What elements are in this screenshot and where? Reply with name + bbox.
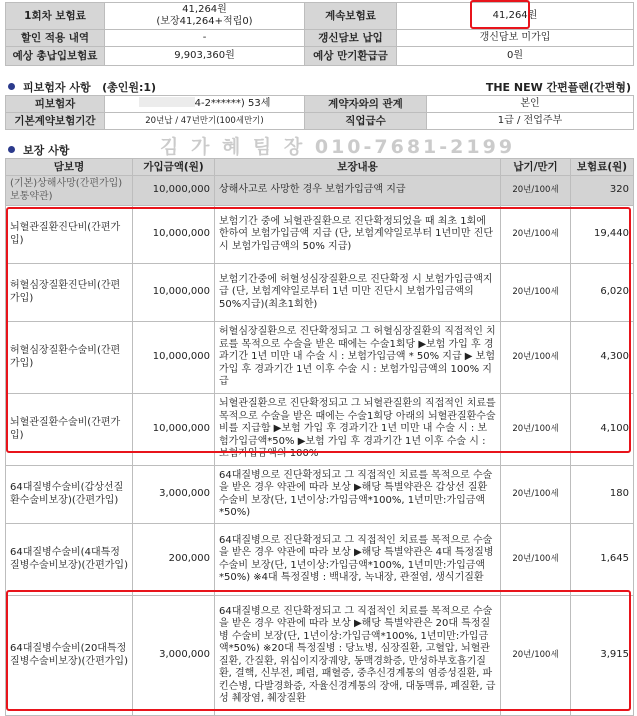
coverage-name: 64대질병수술비(갑상선질환수술비보장)(간편가입): [6, 466, 133, 524]
coverage-term: 20년/100세: [501, 466, 571, 524]
coverage-premium: 4,300: [571, 322, 634, 394]
summary-row-discount: [6, 30, 634, 47]
renewal-coverage-value: 갱신담보 미가입: [397, 30, 634, 47]
coverage-name: 64대질병수술비(20대특정질병수술비보장)(간편가입): [6, 596, 133, 716]
summary-row-total: [6, 47, 634, 66]
table-row: [6, 524, 634, 596]
coverage-name: 허혈심장질환수술비(간편가입): [6, 322, 133, 394]
discount-label: 할인 적용 내역: [6, 30, 105, 47]
coverage-term: 20년/100세: [501, 264, 571, 322]
total-premium-label: 예상 총납입보험료: [6, 47, 105, 66]
insured-row-person: [6, 96, 634, 113]
col-header-term: 납기/만기: [501, 159, 571, 176]
first-premium-value: [105, 3, 305, 30]
renewal-coverage-label: 갱신담보 납입: [305, 30, 397, 47]
coverage-term: 20년/100세: [501, 394, 571, 466]
insured-id: 4-2******): [194, 98, 245, 110]
coverage-term: 20년/100세: [501, 524, 571, 596]
coverage-premium: 6,020: [571, 264, 634, 322]
watermark: 김 가 혜 팀 장 010-7681-2199: [160, 136, 516, 158]
coverage-desc: 뇌혈관질환으로 진단확정되고 그 뇌혈관질환의 직접적인 치료를 목적으로 수술을 받은 때에는 수술1회당 아래의 뇌혈관질환수술비를 지급함 ▶보험 가입 후 경과기간 1년 미만 내 수술 시 : 보험가입금액*50% ▶보험 가입 후 경과기간 1년 이후 수술 시 : 보험가입금액의 100%: [215, 394, 501, 466]
coverage-premium: 4,100: [571, 394, 634, 466]
coverage-desc: 상해사고로 사망한 경우 보험가입금액 지급: [215, 176, 501, 206]
maturity-refund-label: 예상 만기환급금: [305, 47, 397, 66]
coverage-premium: 3,915: [571, 596, 634, 716]
coverage-amount: 10,000,000: [133, 264, 215, 322]
coverage-amount: 3,000,000: [133, 466, 215, 524]
coverage-section-label: 보장 사항: [23, 144, 70, 157]
coverage-desc: 64대질병으로 진단확정되고 그 직접적인 치료를 목적으로 수술을 받은 경우 약관에 따라 보상 ▶해당 특별약관은 갑상선 질환 수술비 보장(단, 1년이상:가입금액*100%, 1년미만:가입금액*50%): [215, 466, 501, 524]
coverage-name: 허혈심장질환진단비(간편가입): [6, 264, 133, 322]
coverage-highlight-box: [6, 590, 631, 711]
first-premium-breakdown: (보장41,264+적립0): [156, 16, 253, 27]
coverage-amount: 10,000,000: [133, 394, 215, 466]
coverage-highlight-box: [6, 207, 631, 453]
col-header-amount: 가입금액(원): [133, 159, 215, 176]
insured-person-label: 피보험자: [6, 96, 105, 113]
coverage-term: 20년/100세: [501, 596, 571, 716]
coverage-premium: 180: [571, 466, 634, 524]
relation-value: 본인: [427, 96, 634, 113]
masked-name: [139, 97, 195, 107]
coverage-term: 20년/100세: [501, 206, 571, 264]
grade-value: 1급 / 전업주부: [427, 113, 634, 130]
insured-age: 53세: [248, 98, 271, 110]
col-header-premium: 보험료(원): [571, 159, 634, 176]
grade-label: 직업급수: [305, 113, 427, 130]
insured-person-value: [105, 96, 305, 113]
coverage-amount: 10,000,000: [133, 176, 215, 206]
coverage-desc: 64대질병으로 진단확정되고 그 직접적인 치료를 목적으로 수술을 받은 경우 약관에 따라 보상 ▶해당 특별약관은 4대 특정질병 수술비 보장(단, 1년이상:가입금액*100%, 1년미만:가입금액*50%) ※4대 특정질병 : 백내장, 녹내장, 관절염, 생식기질환: [215, 524, 501, 596]
coverage-desc: 64대질병으로 진단확정되고 그 직접적인 치료를 목적으로 수술을 받은 경우 약관에 따라 보상 ▶해당 특별약관은 20대 특정질병 수술비 보장(단, 1년이상:가입금액*100%, 1년미만:가입금액*50%) ※20대 특정질병 : 당뇨병, 심장질환, 고혈압, 뇌혈관질환, 간질환, 위십이지장궤양, 동맥경화증, 만성하부호흡기질환, 결핵, 신부전, 폐렴, 패혈증, 중추신경계통의 염증성질환, 파킨슨병, 다발경화증, 자율신경계통의 장애, 대동맥류, 폐질환, 급성 췌장염, 췌장질환: [215, 596, 501, 716]
coverage-name: 뇌혈관질환수술비(간편가입): [6, 394, 133, 466]
period-value: 20년납 / 47년만기(100세만기): [105, 113, 305, 130]
coverage-amount: 10,000,000: [133, 322, 215, 394]
insured-table: [5, 95, 634, 130]
relation-label: 계약자와의 관계: [305, 96, 427, 113]
coverage-name: 64대질병수술비(4대특정질병수술비보장)(간편가입): [6, 524, 133, 596]
coverage-amount: 10,000,000: [133, 206, 215, 264]
coverage-amount: 200,000: [133, 524, 215, 596]
renewal-premium-highlight: [470, 0, 530, 29]
period-label: 기본계약보험기간: [6, 113, 105, 130]
plan-name: THE NEW 간편플랜(간편형): [485, 81, 631, 94]
coverage-name: (기본)상해사망(간편가입) 보통약관): [6, 176, 133, 206]
summary-row-first-premium: [6, 3, 634, 30]
coverage-premium: 19,440: [571, 206, 634, 264]
renewal-premium-label: 계속보험료: [305, 3, 397, 30]
coverage-section-title: [8, 142, 69, 158]
first-premium-amount: 41,264원: [182, 3, 227, 15]
coverage-header-row: [6, 159, 634, 176]
total-premium-value: 9,903,360원: [105, 47, 305, 66]
coverage-name: 뇌혈관질환진단비(간편가입): [6, 206, 133, 264]
table-row: [6, 176, 634, 206]
insured-row-period: [6, 113, 634, 130]
coverage-term: 20년/100세: [501, 322, 571, 394]
insured-section-title: [8, 79, 156, 95]
coverage-premium: 320: [571, 176, 634, 206]
coverage-term: 20년/100세: [501, 176, 571, 206]
bullet-icon: [8, 83, 15, 90]
coverage-amount: 3,000,000: [133, 596, 215, 716]
col-header-desc: 보장내용: [215, 159, 501, 176]
coverage-premium: 1,645: [571, 524, 634, 596]
coverage-desc: 보험기간 중에 뇌혈관질환으로 진단확정되었을 때 최초 1회에 한하여 보험가입금액 지급 (단, 보험계약일로부터 1년미만 진단시 보험가입금액의 50% 지급): [215, 206, 501, 264]
maturity-refund-value: 0원: [397, 47, 634, 66]
insured-section-label: 피보험자 사항: [23, 81, 91, 94]
renewal-premium-value: 41,264원: [397, 3, 634, 30]
col-header-name: 담보명: [6, 159, 133, 176]
table-row: [6, 466, 634, 524]
insured-count: (총인원:1): [102, 81, 157, 94]
premium-summary-table: [5, 2, 634, 66]
first-premium-label: 1회차 보험료: [6, 3, 105, 30]
discount-value: -: [105, 30, 305, 47]
coverage-desc: 보험기간중에 허혈성심장질환으로 진단확정 시 보험가입금액지급 (단, 보험계약일로부터 1년 미만 진단시 보험가입금액의 50%지급)(최초1회한): [215, 264, 501, 322]
coverage-desc: 허혈심장질환으로 진단확정되고 그 허혈심장질환의 직접적인 치료를 목적으로 수술을 받은 때에는 수술1회당 ▶보험 가입 후 경과기간 1년 미만 내 수술 시 : 보험가입금액 * 50% 지급 ▶ 보험 가입 후 경과기간 1년 이후 수술 시 : 보험가입금액의 100% 지급: [215, 322, 501, 394]
bullet-icon: [8, 146, 15, 153]
